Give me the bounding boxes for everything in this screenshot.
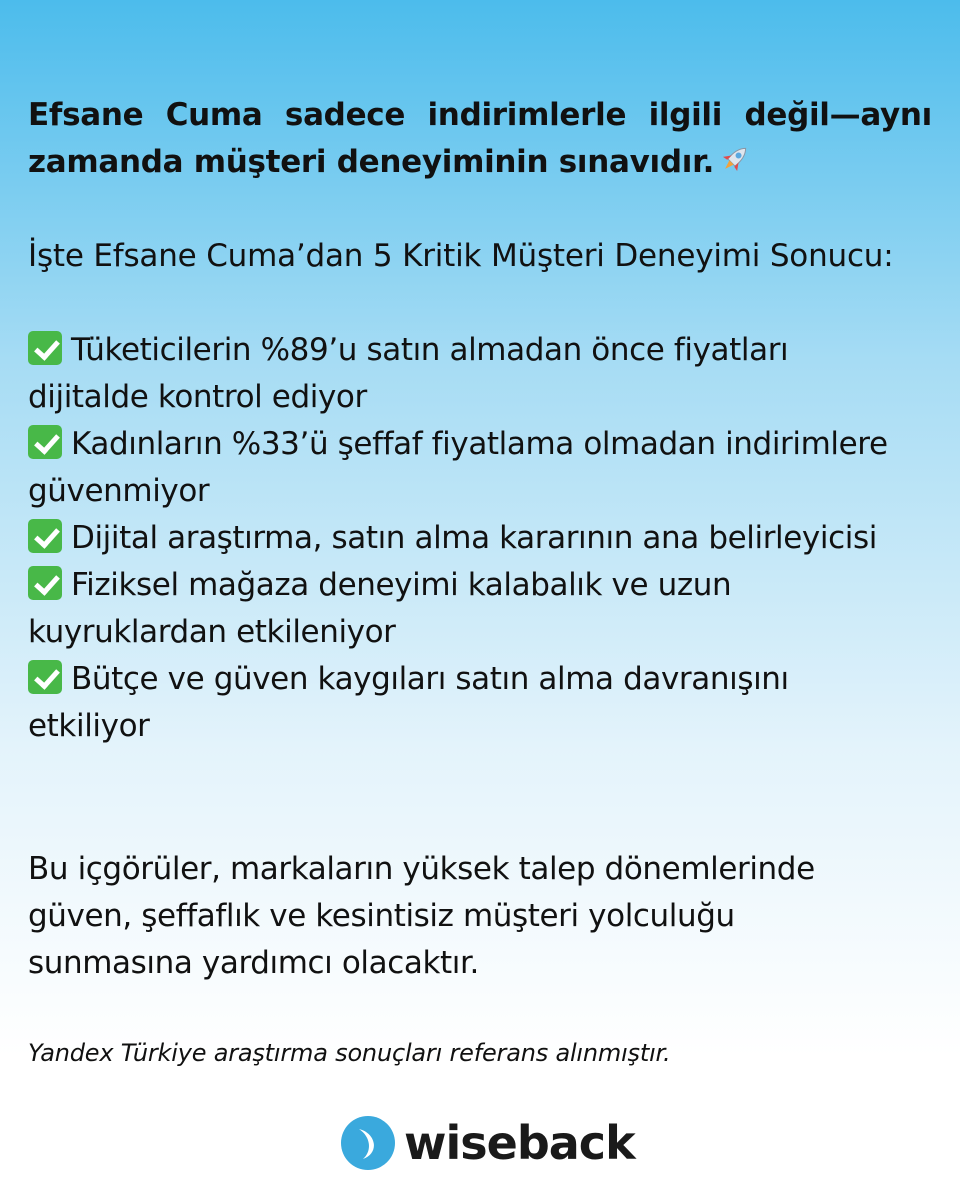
- check-icon: [28, 660, 62, 694]
- list-item: [28, 327, 888, 421]
- finding-text: Tüketicilerin %89’u satın almadan önce fiyatları dijitalde kontrol ediyor: [28, 332, 789, 415]
- source-footnote: Yandex Türkiye araştırma sonuçları referans alınmıştır.: [28, 1039, 671, 1067]
- findings-list: [28, 327, 932, 750]
- list-item: [28, 562, 888, 656]
- brand-logo: [340, 1115, 635, 1171]
- finding-text: Kadınların %33’ü şeffaf fiyatlama olmadan indirimlere güvenmiyor: [28, 426, 888, 509]
- rocket-icon: [718, 142, 752, 190]
- headline-text: Efsane Cuma sadece indirimlerle ilgili değil—aynı zamanda müşteri deneyiminin sınavıdır.: [28, 97, 932, 180]
- headline: [28, 92, 932, 190]
- list-item: [28, 421, 888, 515]
- check-icon: [28, 425, 62, 459]
- check-icon: [28, 566, 62, 600]
- list-item: [28, 515, 888, 562]
- list-item: [28, 656, 888, 750]
- finding-text: Bütçe ve güven kaygıları satın alma davranışını etkiliyor: [28, 661, 789, 744]
- wiseback-logo-icon: [340, 1115, 396, 1171]
- check-icon: [28, 331, 62, 365]
- check-icon: [28, 519, 62, 553]
- intro-text: İşte Efsane Cuma’dan 5 Kritik Müşteri Deneyimi Sonucu:: [28, 238, 894, 274]
- finding-text: Dijital araştırma, satın alma kararının ana belirleyicisi: [71, 520, 877, 556]
- brand-name: wiseback: [404, 1116, 635, 1170]
- closing-text: Bu içgörüler, markaların yüksek talep dönemlerinde güven, şeffaflık ve kesintisiz müşteri yolculuğu sunmasına yardımcı olacaktır.: [28, 851, 815, 981]
- finding-text: Fiziksel mağaza deneyimi kalabalık ve uzun kuyruklardan etkileniyor: [28, 567, 732, 650]
